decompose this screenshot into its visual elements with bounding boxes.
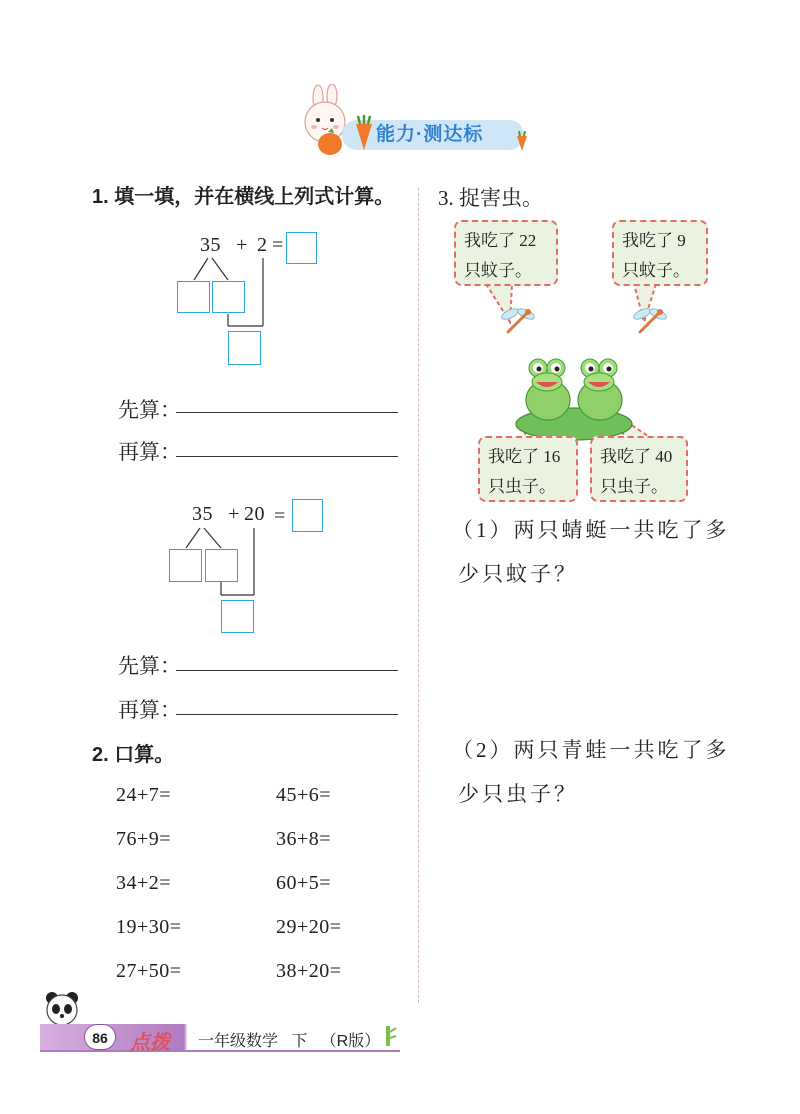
bubble-line: 我吃了 40 [600, 447, 673, 466]
q2-item: 38+20= [276, 960, 342, 982]
q1a-number-2: 2 [257, 234, 268, 256]
bubble-line: 我吃了 9 [622, 231, 686, 250]
brand-label: 点拨 [130, 1032, 170, 1054]
q1b-split-box-left[interactable] [169, 549, 202, 582]
q1b-first-label: 先算： [118, 654, 181, 678]
q2-item: 36+8= [276, 828, 332, 850]
column-divider [418, 188, 419, 1003]
q3-sub1-line1: （1）两只蜻蜓一共吃了多 [452, 518, 730, 542]
q1b-sum-box[interactable] [221, 600, 254, 633]
q1b-plus: + [228, 503, 240, 525]
dragonfly-icon [500, 306, 536, 336]
q2-item: 27+50= [116, 960, 182, 982]
q2-title: 2. 口算。 [92, 744, 175, 766]
q2-item: 76+9= [116, 828, 172, 850]
bubble-tails [0, 0, 1, 1]
q1b-split-box-right[interactable] [205, 549, 238, 582]
dragonfly-bubble-1 [454, 220, 558, 286]
frog-bubble-2 [590, 436, 688, 502]
q1a-plus: + [236, 234, 248, 256]
q1-title: 1. 填一填，并在横线上列式计算。 [92, 186, 395, 208]
q2-item: 19+30= [116, 916, 182, 938]
book-title: 一年级数学 下 （R版） [198, 1033, 381, 1050]
banner-title: 能力·测达标 [376, 124, 484, 145]
q1a-first-answer-line[interactable] [176, 412, 398, 413]
q1a-then-label: 再算： [118, 440, 181, 464]
bubble-line: 我吃了 22 [464, 231, 537, 250]
q3-sub2-line2: 少只虫子？ [458, 782, 578, 806]
bubble-line: 只蚊子。 [622, 261, 690, 280]
q1b-first-answer-line[interactable] [176, 670, 398, 671]
q3-sub2-question [452, 728, 730, 816]
bubble-line: 只虫子。 [600, 477, 668, 496]
q2-item: 60+5= [276, 872, 332, 894]
q1a-equals: = [272, 234, 284, 256]
q1a-number-35: 35 [200, 234, 221, 256]
q1b-answer-box[interactable] [292, 499, 323, 532]
q2-item: 29+20= [276, 916, 342, 938]
q1a-first-label: 先算： [118, 398, 181, 422]
q3-sub2-line1: （2）两只青蛙一共吃了多 [452, 738, 730, 762]
q1b-number-20: 20 [244, 503, 265, 525]
bubble-line: 我吃了 16 [488, 447, 561, 466]
small-carrot-icon [514, 130, 530, 152]
q1b-then-answer-line[interactable] [176, 714, 398, 715]
q2-item: 24+7= [116, 784, 172, 806]
q2-item: 45+6= [276, 784, 332, 806]
header-banner [292, 84, 538, 158]
dragonfly-bubble-2 [612, 220, 708, 286]
q1b-then-label: 再算： [118, 698, 181, 722]
dragonfly-icon [632, 306, 668, 336]
bubble-line: 只蚊子。 [464, 261, 532, 280]
q1a-split-box-left[interactable] [177, 281, 210, 313]
frogs-on-lily-pad-icon [512, 346, 636, 442]
carrot-icon [352, 114, 376, 152]
q1b-number-35: 35 [192, 503, 213, 525]
page-number: 86 [84, 1024, 116, 1050]
bamboo-icon [380, 1024, 398, 1048]
q1a-split-box-right[interactable] [212, 281, 245, 313]
bubble-line: 只虫子。 [488, 477, 556, 496]
q1a-answer-box[interactable] [286, 232, 317, 264]
q3-title: 3. 捉害虫。 [438, 186, 543, 210]
q3-sub1-question [452, 508, 730, 596]
q1a-then-answer-line[interactable] [176, 456, 398, 457]
q2-item: 34+2= [116, 872, 172, 894]
q1a-sum-box[interactable] [228, 331, 261, 365]
q1b-equals: = [274, 505, 286, 527]
frog-bubble-1 [478, 436, 578, 502]
q3-sub1-line2: 少只蚊子？ [458, 562, 578, 586]
